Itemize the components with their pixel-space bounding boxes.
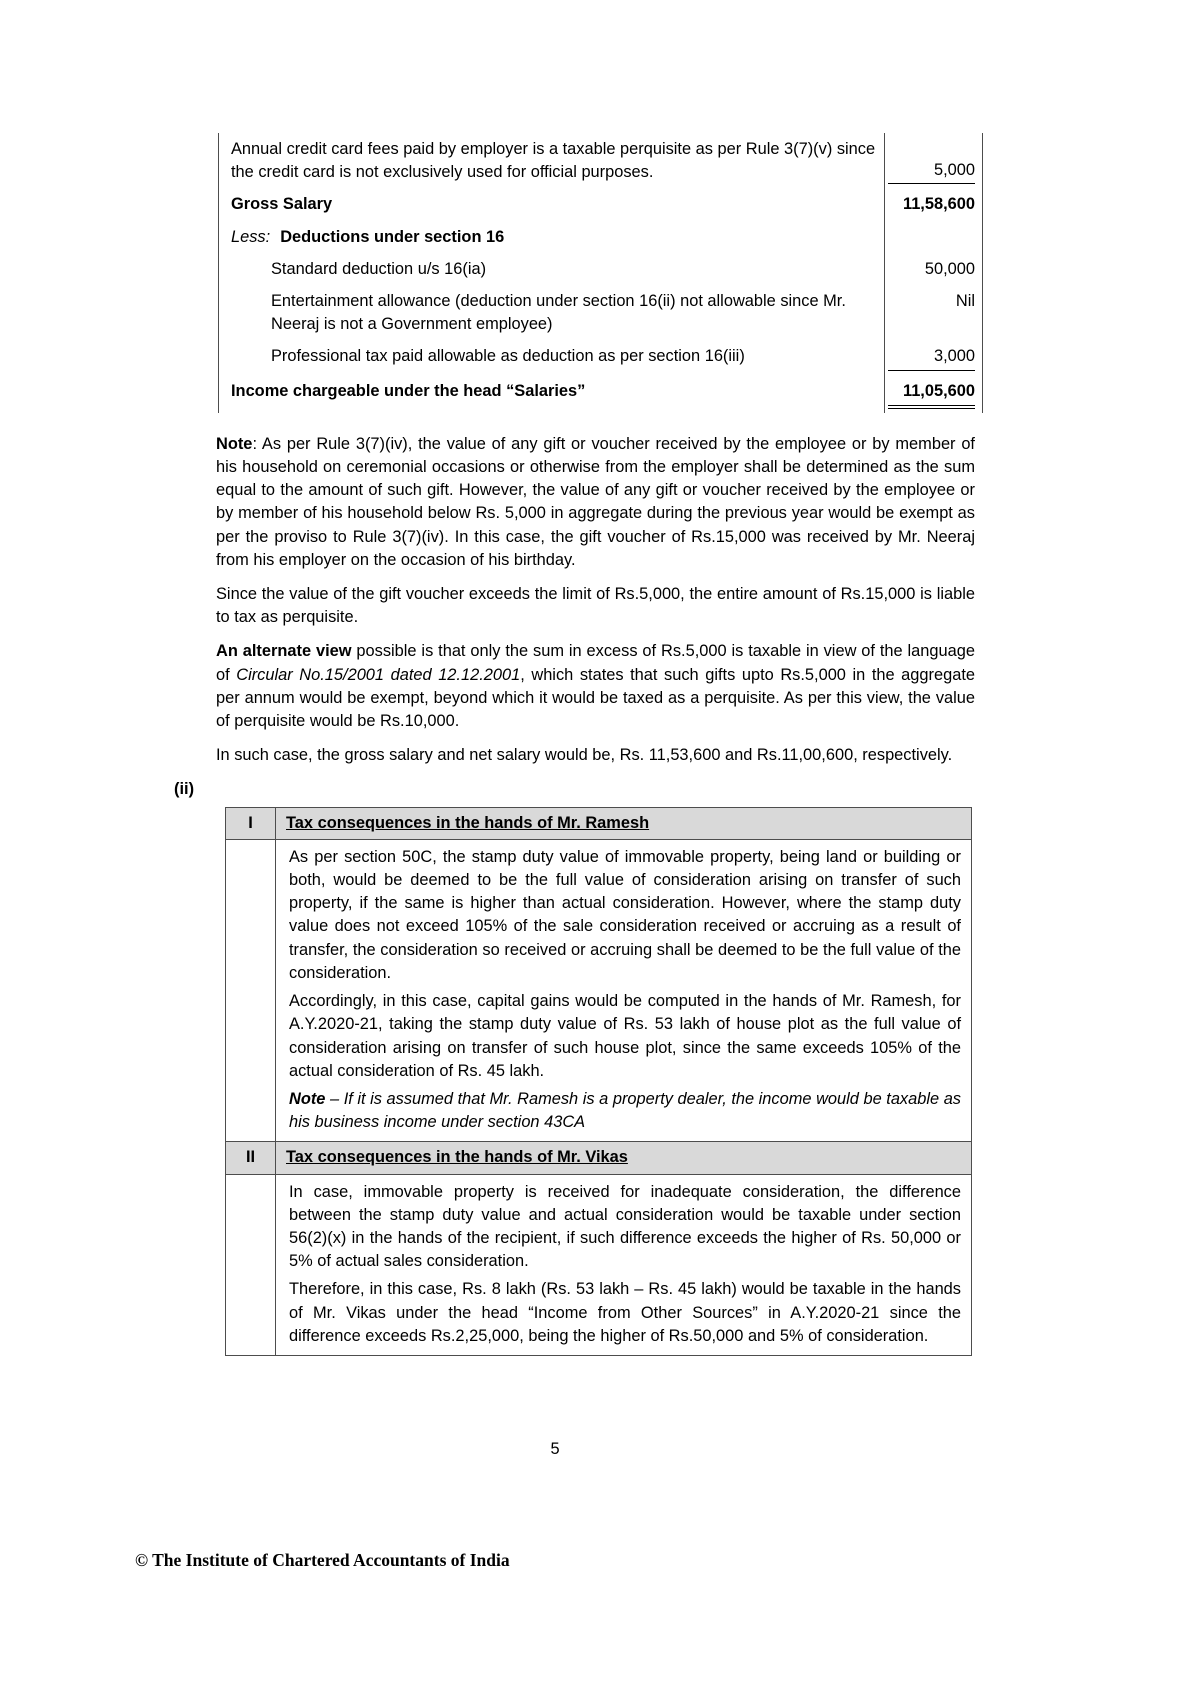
copyright-footer: © The Institute of Chartered Accountants of India bbox=[135, 1550, 510, 1570]
section-body-row bbox=[226, 1174, 972, 1355]
alternate-view-paragraph bbox=[216, 640, 975, 733]
section-header-row bbox=[226, 807, 972, 839]
row-text: Income chargeable under the head “Salaries” bbox=[231, 381, 586, 400]
circular-reference: Circular No.15/2001 dated 12.12.2001 bbox=[236, 665, 521, 684]
roman-numeral-cell-empty bbox=[226, 839, 276, 1141]
amount-value: 3,000 bbox=[888, 345, 975, 370]
alternate-view-text-1: possible is that only the sum in excess of Rs.5,000 is taxable in view of the language of bbox=[216, 642, 975, 684]
table-row bbox=[219, 253, 983, 285]
alternate-view-label: An alternate view bbox=[216, 642, 352, 661]
particulars-cell bbox=[219, 253, 885, 285]
particulars-cell bbox=[219, 133, 885, 188]
table-row bbox=[219, 340, 983, 374]
row-text: Entertainment allowance (deduction under section 16(ii) not allowable since Mr. Neeraj is not a Government employee) bbox=[271, 292, 846, 334]
table-row bbox=[219, 133, 983, 188]
note-label: Note bbox=[216, 434, 253, 453]
less-label: Less: bbox=[231, 227, 271, 246]
section-heading: Tax consequences in the hands of Mr. Ramesh bbox=[286, 813, 650, 832]
section-label-ii: (ii) bbox=[174, 780, 195, 799]
particulars-cell bbox=[219, 221, 885, 253]
body-paragraph: Therefore, in this case, Rs. 8 lakh (Rs. 53 lakh – Rs. 45 lakh) would be taxable in the hands of Mr. Vikas under the head “Income from Other Sources” in A.Y.2020-21 since the difference exceeds Rs.2,25,000, being the higher of Rs.50,000 and 5% of consideration. bbox=[289, 1280, 961, 1345]
page-number: 5 bbox=[550, 1440, 560, 1458]
roman-numeral-cell-empty bbox=[226, 1174, 276, 1355]
paragraph-gift-voucher: Since the value of the gift voucher exceeds the limit of Rs.5,000, the entire amount of Rs.15,000 is liable to tax as perquisite. bbox=[216, 585, 975, 627]
amount-value: 11,05,600 bbox=[888, 380, 975, 409]
body-paragraph: In case, immovable property is received for inadequate consideration, the difference between the stamp duty value and actual consideration would be taxable under section 56(2)(x) in the hands of the recipient, if such difference exceeds the higher of Rs. 50,000 or 5% of actual sales consideration. bbox=[289, 1182, 961, 1271]
section-header-row bbox=[226, 1142, 972, 1174]
particulars-cell bbox=[219, 188, 885, 220]
roman-numeral-cell: I bbox=[226, 807, 276, 839]
row-text: Gross Salary bbox=[231, 195, 333, 214]
section-heading-cell bbox=[276, 1142, 972, 1174]
row-text: Standard deduction u/s 16(ia) bbox=[271, 259, 487, 278]
paragraph-net-salary: In such case, the gross salary and net salary would be, Rs. 11,53,600 and Rs.11,00,600, respectively. bbox=[216, 746, 953, 765]
particulars-cell bbox=[219, 375, 885, 413]
body-note-label: Note bbox=[289, 1089, 326, 1108]
amount-value: 11,58,600 bbox=[902, 195, 975, 214]
table-row bbox=[219, 285, 983, 340]
amount-cell bbox=[885, 375, 983, 413]
alternate-view-text-2: , which states that such gifts upto Rs.5,000 in the aggregate per annum would be exempt, beyond which it would be taxed as a perquisite. As per this view, the value of perquisite would be Rs.10,000. bbox=[216, 665, 975, 731]
section-heading-cell bbox=[276, 807, 972, 839]
amount-cell bbox=[885, 340, 983, 374]
note-paragraph bbox=[216, 433, 975, 572]
tax-consequences-table bbox=[225, 807, 972, 1356]
body-paragraph: Accordingly, in this case, capital gains would be computed in the hands of Mr. Ramesh, for A.Y.2020-21, taking the stamp duty value of Rs. 53 lakh of house plot as the full value of consideration arising on transfer of such house plot, since the same exceeds 105% of the actual consideration of Rs. 45 lakh. bbox=[289, 992, 961, 1080]
particulars-cell bbox=[219, 285, 885, 340]
section-body-cell bbox=[276, 1174, 972, 1355]
note-text: : As per Rule 3(7)(iv), the value of any gift or voucher received by the employee or by member of his household on ceremonial occasions or otherwise from the employer shall be determined as the sum equal to the amount of such gift. However, the value of any gift or voucher received by the employee or by member of his household below Rs. 5,000 in aggregate during the previous year would be exempt as per the proviso to Rule 3(7)(iv). In this case, the gift voucher of Rs.15,000 was received by Mr. Neeraj from his employer on the occasion of his birthday. bbox=[216, 434, 975, 569]
amount-cell bbox=[885, 188, 983, 220]
roman-numeral-cell: II bbox=[226, 1142, 276, 1174]
section-body-cell bbox=[276, 839, 972, 1141]
amount-cell bbox=[885, 285, 983, 340]
body-note-paragraph bbox=[289, 1088, 961, 1134]
amount-cell bbox=[885, 221, 983, 253]
row-text: Annual credit card fees paid by employer is a taxable perquisite as per Rule 3(7)(v) since the credit card is not exclusively used for official purposes. bbox=[231, 140, 876, 182]
amount-cell bbox=[885, 133, 983, 188]
row-text: Deductions under section 16 bbox=[280, 227, 505, 246]
body-paragraph: As per section 50C, the stamp duty value of immovable property, being land or building or both, would be deemed to be the full value of consideration arising on transfer of such property, if the same is higher than actual consideration. However, where the stamp duty value does not exceed 105% of the sale consideration received or accruing as a result of transfer, the consideration so received or accruing shall be deemed to be the full value of the consideration. bbox=[289, 847, 961, 982]
table-row bbox=[219, 221, 983, 253]
amount-value: Nil bbox=[955, 292, 975, 311]
amount-value: 50,000 bbox=[924, 259, 975, 278]
amount-cell bbox=[885, 253, 983, 285]
salary-computation-table bbox=[218, 133, 983, 413]
table-row bbox=[219, 188, 983, 220]
amount-value: 5,000 bbox=[888, 159, 975, 184]
table-row bbox=[219, 375, 983, 413]
section-heading: Tax consequences in the hands of Mr. Vikas bbox=[286, 1148, 628, 1167]
row-text: Professional tax paid allowable as deduction as per section 16(iii) bbox=[271, 347, 745, 366]
particulars-cell bbox=[219, 340, 885, 374]
section-body-row bbox=[226, 839, 972, 1141]
body-note-text: – If it is assumed that Mr. Ramesh is a property dealer, the income would be taxable as his business income under section 43CA bbox=[289, 1089, 961, 1132]
page-content bbox=[174, 133, 978, 1356]
